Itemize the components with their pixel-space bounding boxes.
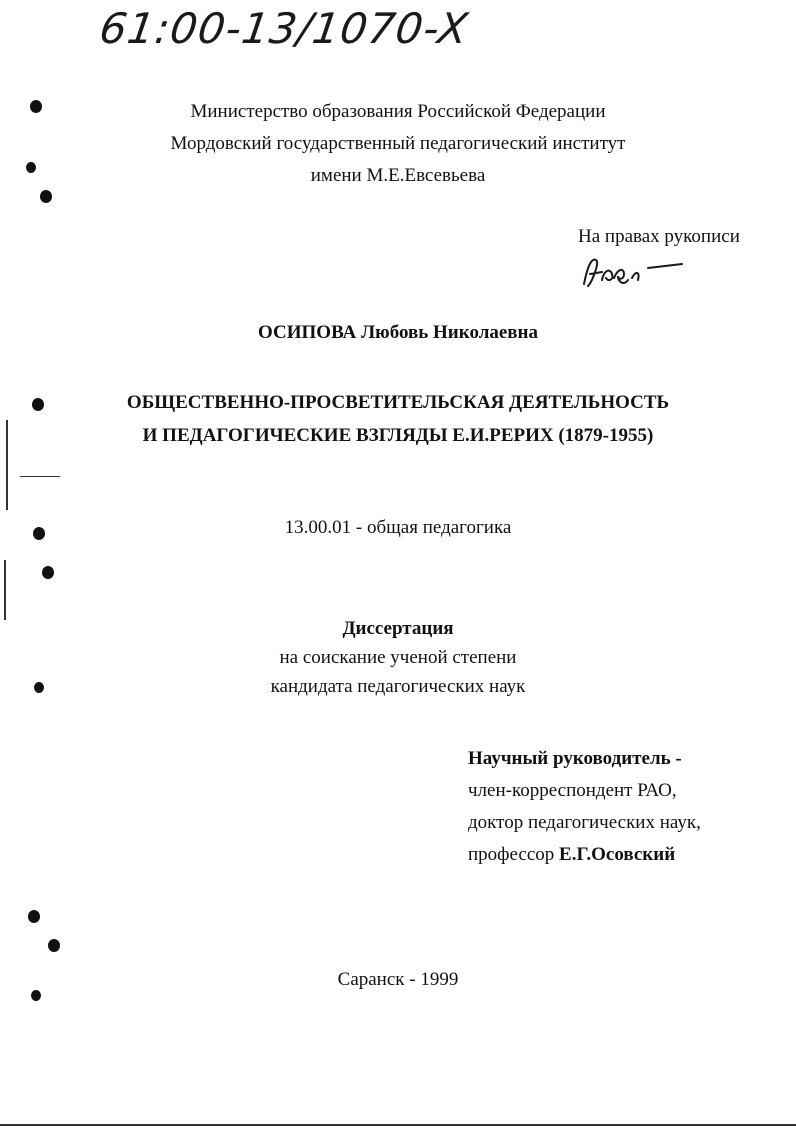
dissertation-title bbox=[0, 386, 796, 452]
specialty-code: 13.00.01 - общая педагогика bbox=[284, 517, 512, 538]
supervisor-line-2: доктор педагогических наук, bbox=[468, 812, 701, 833]
institution-header bbox=[0, 96, 796, 192]
title-line-1: ОБЩЕСТВЕННО-ПРОСВЕТИТЕЛЬСКАЯ ДЕЯТЕЛЬНОСТЬ bbox=[126, 392, 670, 413]
supervisor-heading: Научный руководитель - bbox=[468, 748, 682, 769]
signature-mark bbox=[578, 252, 698, 292]
supervisor-line-1: член-корреспондент РАО, bbox=[468, 780, 677, 801]
degree-line-2: кандидата педагогических наук bbox=[270, 676, 526, 697]
supervisor-block bbox=[468, 743, 701, 871]
ministry-line: Министерство образования Российской Федерации bbox=[190, 101, 606, 122]
institute-line: Мордовский государственный педагогический институт bbox=[170, 133, 626, 154]
city-year: Саранск - 1999 bbox=[337, 969, 459, 990]
title-line-2: И ПЕДАГОГИЧЕСКИЕ ВЗГЛЯДЫ Е.И.РЕРИХ (1879-1955) bbox=[142, 425, 654, 446]
degree-line-1: на соискание ученой степени bbox=[279, 647, 517, 668]
author-name: ОСИПОВА Любовь Николаевна bbox=[258, 322, 538, 343]
named-after-line: имени М.Е.Евсевьева bbox=[310, 165, 486, 186]
archive-code: 61:00-13/1070-X bbox=[96, 4, 472, 53]
rights-note: На правах рукописи bbox=[578, 226, 740, 247]
supervisor-prefix: профессор bbox=[468, 844, 555, 865]
supervisor-line-3 bbox=[468, 839, 701, 871]
degree-block bbox=[0, 614, 796, 701]
supervisor-name: Е.Г.Осовский bbox=[559, 844, 676, 865]
dissertation-heading: Диссертация bbox=[342, 618, 454, 639]
